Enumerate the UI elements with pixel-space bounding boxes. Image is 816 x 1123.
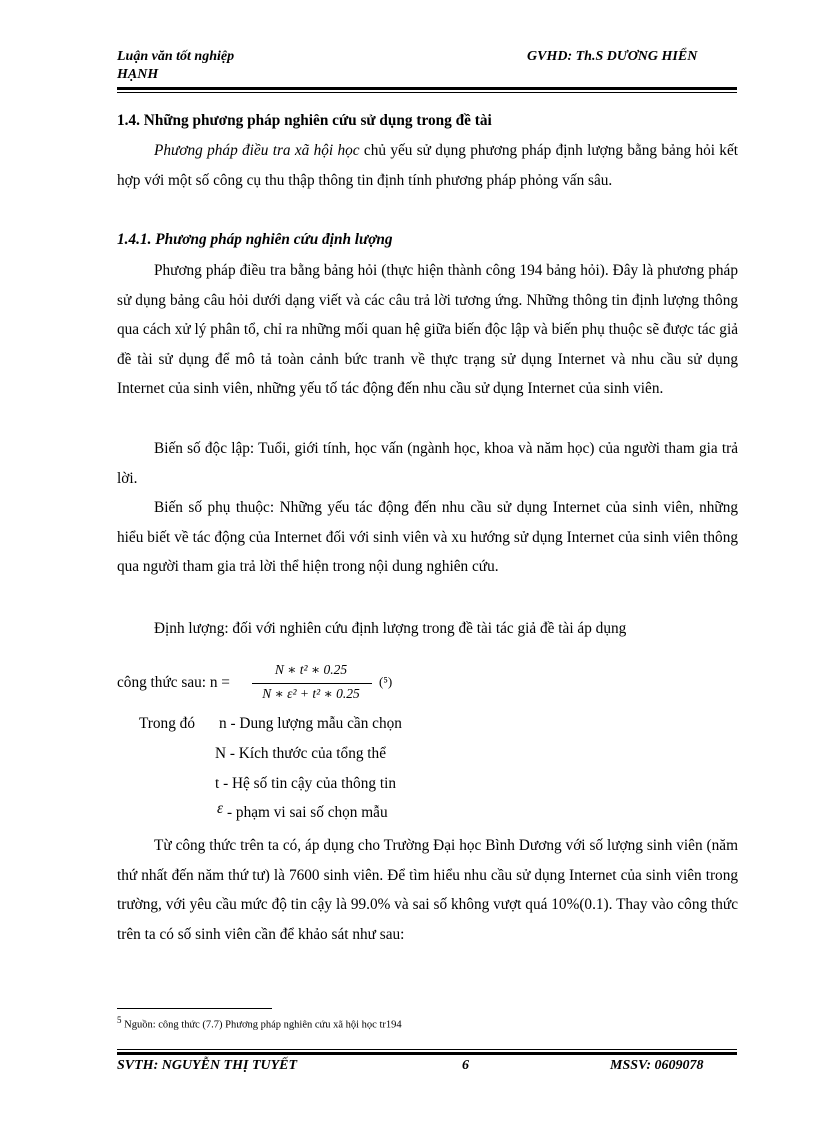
formula-ref: (⁵) <box>379 674 393 689</box>
paragraph-4: Định lượng: đối với nghiên cứu định lượng trong đề tài tác giả đề tài áp dụng <box>154 620 627 637</box>
header-rule-thin <box>117 92 737 93</box>
legend-eps: - phạm vi sai số chọn mẫu <box>227 804 388 821</box>
paragraph-3: Biến số phụ thuộc: Những yếu tác động đến nhu cầu sử dụng Internet của sinh viên, những hiểu biết về tác động của Internet đối với sinh viên và xu hướng sử dụng Internet của sinh viên thông qua người tham gia trả lời thể hiện trong nội dung nghiên cứu. <box>117 499 738 576</box>
footer-left: SVTH: NGUYỄN THỊ TUYẾT <box>117 1058 298 1073</box>
legend-t: t - Hệ số tin cậy của thông tin <box>215 775 396 792</box>
subsection-title: 1.4.1. Phương pháp nghiên cứu định lượng <box>117 231 393 248</box>
header-rule-thick <box>117 87 737 90</box>
legend-N: N - Kích thước của tổng thể <box>215 745 386 762</box>
header-right: GVHD: Th.S DƯƠNG HIỂN <box>527 49 698 64</box>
footer-rule-thin <box>117 1049 737 1050</box>
formula-numerator: N ∗ t² ∗ 0.25 <box>274 662 348 677</box>
header-left-line1: Luận văn tốt nghiệp <box>117 49 235 64</box>
formula-prefix: công thức sau: n = <box>117 674 230 691</box>
intro-method: Phương pháp điều tra xã hội học <box>154 142 360 159</box>
formula-fraction-bar <box>252 683 372 684</box>
footnote-separator <box>117 1008 272 1009</box>
legend-eps-symbol: ε <box>217 800 224 817</box>
footnote-text: Nguồn: công thức (7.7) Phương pháp nghiên cứu xã hội học tr194 <box>121 1019 402 1031</box>
footer-rule-thick <box>117 1052 737 1055</box>
footnote <box>117 1015 402 1031</box>
legend-intro: Trong đó <box>139 715 195 732</box>
intro-rest: chủ yếu sử dụng phương pháp định lượng bằng bảng hỏi kết hợp với một số công cụ thu thập thông tin định tính phương pháp phỏng vấn sâu. <box>117 142 738 189</box>
footer-right: MSSV: 0609078 <box>610 1058 704 1073</box>
paragraph-1: Phương pháp điều tra bằng bảng hỏi (thực hiện thành công 194 bảng hỏi). Đây là phương pháp sử dụng bảng câu hỏi dưới dạng viết và các câu trả lời tương ứng. Những thông tin định lượng thông qua cách xử lý phân tổ, chỉ ra những mối quan hệ giữa biến độc lập và biến phụ thuộc sẽ được tác giả đề tài sử dụng để mô tả toàn cảnh bức tranh về thực trạng sử dụng Internet và nhu cầu sử dụng Internet của sinh viên, những yếu tố tác động đến nhu cầu sử dụng Internet của sinh viên. <box>117 262 738 398</box>
intro-paragraph <box>117 136 738 195</box>
formula-denominator: N ∗ ε² + t² ∗ 0.25 <box>262 686 360 701</box>
page-number: 6 <box>462 1058 469 1073</box>
paragraph-2: Biến số độc lập: Tuổi, giới tính, học vấn (ngành học, khoa và năm học) của người tham gia trả lời. <box>117 440 738 487</box>
paragraph-5: Từ công thức trên ta có, áp dụng cho Trường Đại học Bình Dương với số lượng sinh viên (năm thứ nhất đến năm thứ tư) là 7600 sinh viên. Để tìm hiểu nhu cầu sử dụng Internet của sinh viên trong trường, với yêu cầu mức độ tin cậy là 99.0% và sai số không vượt quá 10%(0.1). Thay vào công thức trên ta có số sinh viên cần để khảo sát như sau: <box>117 837 738 943</box>
section-title: 1.4. Những phương pháp nghiên cứu sử dụng trong đề tài <box>117 112 492 129</box>
footnote-mark: 5 <box>117 1015 122 1025</box>
header-left-line2: HẠNH <box>117 67 159 82</box>
legend-n: n - Dung lượng mẫu cần chọn <box>219 715 402 732</box>
